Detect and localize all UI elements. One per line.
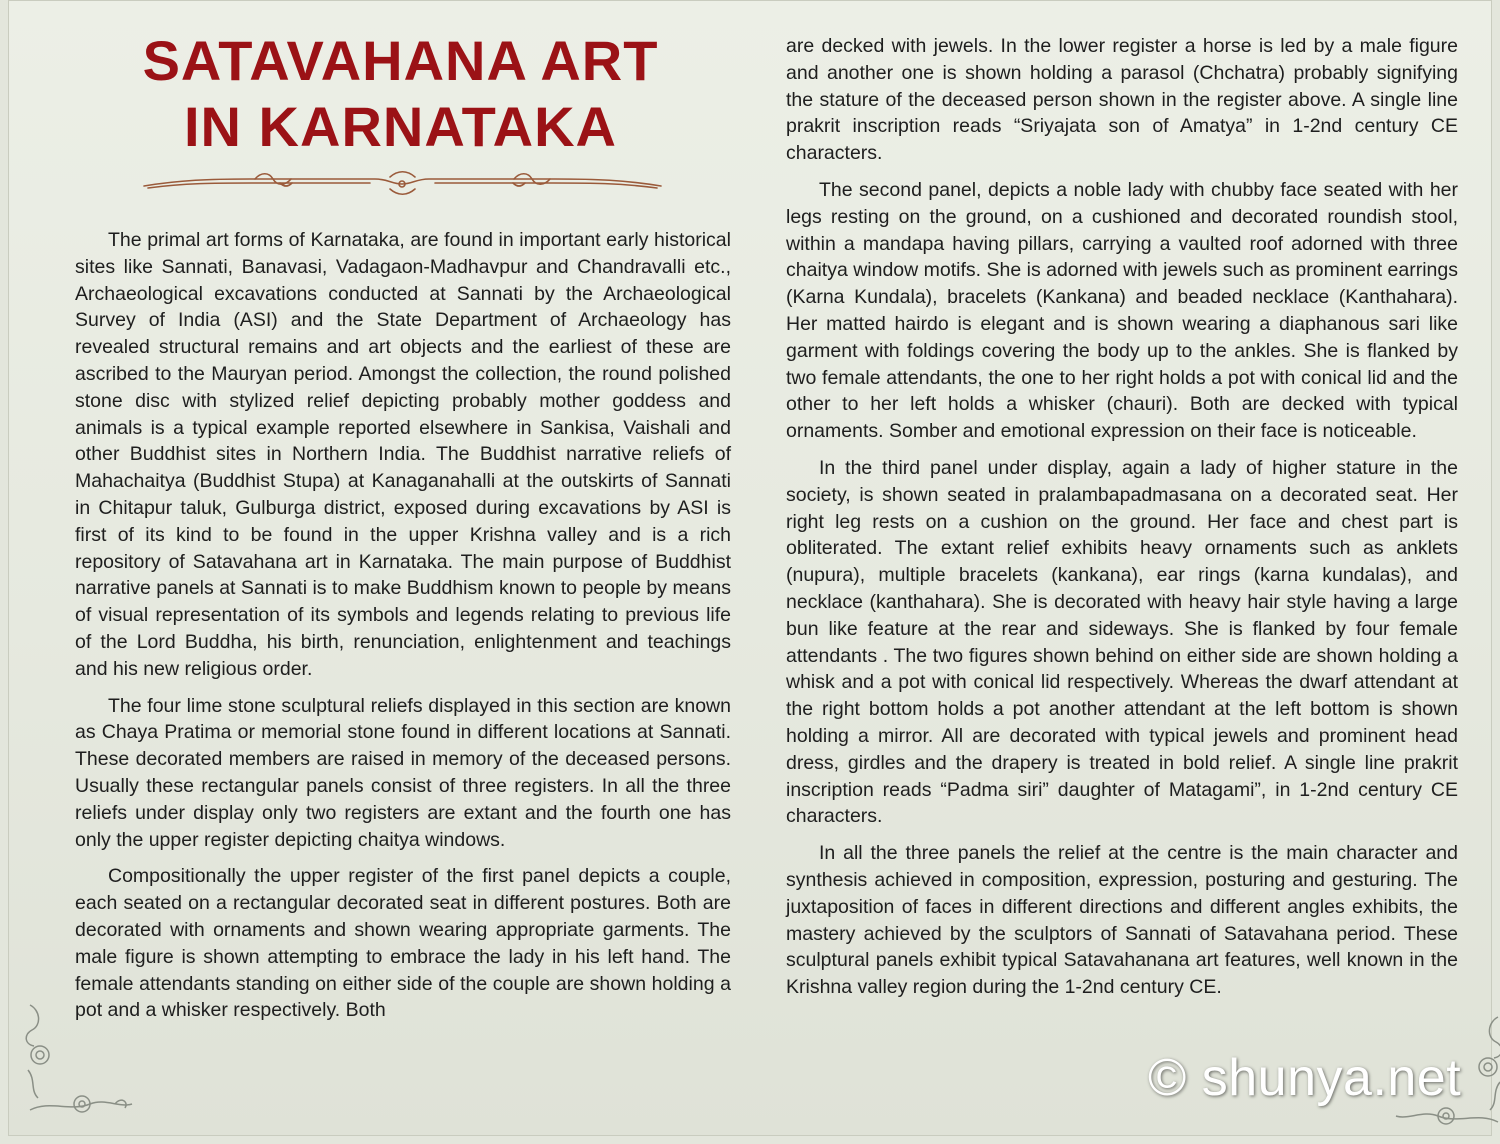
paragraph-third-panel: In the third panel under display, again a lady of higher stature in the society, is shown seated in pralambapadmasana on a decorated seat. Her right leg rests on a cushion on the ground. Her face and chest part is obliterated. The extant relief exhibits heavy ornaments such as anklets (nupura), multiple bracelets (kankana), ear rings (karna kundalas), and necklace (kanthahara). She is decorated with heavy hair style having a large bun like feature at the rear and sideways. She is flanked by four female attendants . The two figures shown behind on either side are shown holding a whisk and a pot with conical lid respectively. Whereas the dwarf attendant at the right bottom holds a pot another attendant at the left bottom is shown holding a mirror. All are decorated with typical jewels and prominent head dress, girdles and the drapery is treated in bold relief. A single line prakrit inscription reads “Padma siri” daughter of Matagami”, in 1-2nd century CE characters.	[786, 456, 1458, 828]
paragraph-first-panel-continued: are decked with jewels. In the lower register a horse is led by a male figure and another one is shown holding a parasol (Chchatra) probably signifying the stature of the deceased person shown in the register above. A single line prakrit inscription reads “Sriyajata son of Amatya” in 1-2nd century CE characters.	[786, 35, 1458, 165]
paragraph-conclusion: In all the three panels the relief at the centre is the main character and synthesis achieved in composition, expression, posturing and gesturing. The juxtaposition of faces in different directions and different angles exhibits, the mastery achieved by the sculptors of Sannati of Satavahana period. These sculptural panels exhibit typical Satavahanana art features, well known in the Krishna valley region during the 1-2nd century CE.	[786, 842, 1458, 999]
title-line-2: IN KARNATAKA	[184, 95, 617, 158]
paragraph-first-panel: Compositionally the upper register of the first panel depicts a couple, each seated on a rectangular decorated seat in different postures. Both are decorated with ornaments and shown wearing appropriate garments. The male figure is shown attempting to embrace the lady in his left hand. The female attendants standing on either side of the couple are shown holding a pot and a whisker respectively. Both	[75, 865, 731, 1022]
info-panel	[8, 0, 1492, 1136]
copyright-watermark: © shunya.net	[1148, 1049, 1462, 1107]
paragraph-intro: The primal art forms of Karnataka, are found in important early historical sites like Sannati, Banavasi, Vadagaon-Madhavpur and Chandravalli etc., Archaeological excavations conducted at Sannati by the Archaeological Survey of India (ASI) and the State Department of Archaeology has revealed structural remains and art objects and the earliest of these are ascribed to the Mauryan period. Amongst the collection, the round polished stone disc with stylized relief depicting probably mother goddess and animals is a typical example reported elsewhere in Sankisa, Vaishali and other Buddhist sites in Northern India. The Buddhist narrative reliefs of Mahachaitya (Buddhist Stupa) at Kanaganahalli at the outskirts of Sannati in Chitapur taluk, Gulburga district, exposed during excavations by ASI is first of its kind to be found in the upper Krishna valley and is a rich repository of Satavahana art in Karnataka. The main purpose of Buddhist narrative panels at Sannati is to make Buddhism known to people by means of visual representation of its symbols and legends relating to previous life of the Lord Buddha, his birth, renunciation, enlightenment and teachings and his new religious order.	[75, 229, 731, 680]
left-text-column	[75, 227, 731, 1034]
paragraph-second-panel: The second panel, depicts a noble lady with chubby face seated with her legs resting on the ground, on a cushioned and decorated roundish stool, within a mandapa having pillars, carrying a vaulted roof adorned with three chaitya window motifs. She is adorned with jewels such as prominent earrings (Karna Kundala), bracelets (Kankana) and beaded necklace (Kanthahara). Her matted hairdo is elegant and is shown wearing a diaphanous sari like garment with foldings covering the body up to the ankles. She is flanked by two female attendants, the one to her right holds a pot with conical lid and the other to her left holds a whisker (chauri). Both are decked with typical ornaments. Somber and emotional expression on their face is noticeable.	[786, 178, 1458, 443]
paragraph-chaya-pratima: The four lime stone sculptural reliefs displayed in this section are known as Chaya Pratima or memorial stone found in different locations at Sannati. These decorated members are raised in memory of the deceased persons. Usually these rectangular panels consist of three registers. In all the three reliefs under display only two registers are extant and the fourth one has only the upper register depicting chaitya windows.	[75, 694, 731, 851]
floral-corner-ornament-icon	[20, 1000, 140, 1120]
title-line-1: SATAVAHANA ART	[142, 29, 659, 92]
panel-title	[128, 28, 673, 160]
decorative-divider-icon	[140, 168, 665, 196]
right-text-column	[786, 33, 1458, 1011]
